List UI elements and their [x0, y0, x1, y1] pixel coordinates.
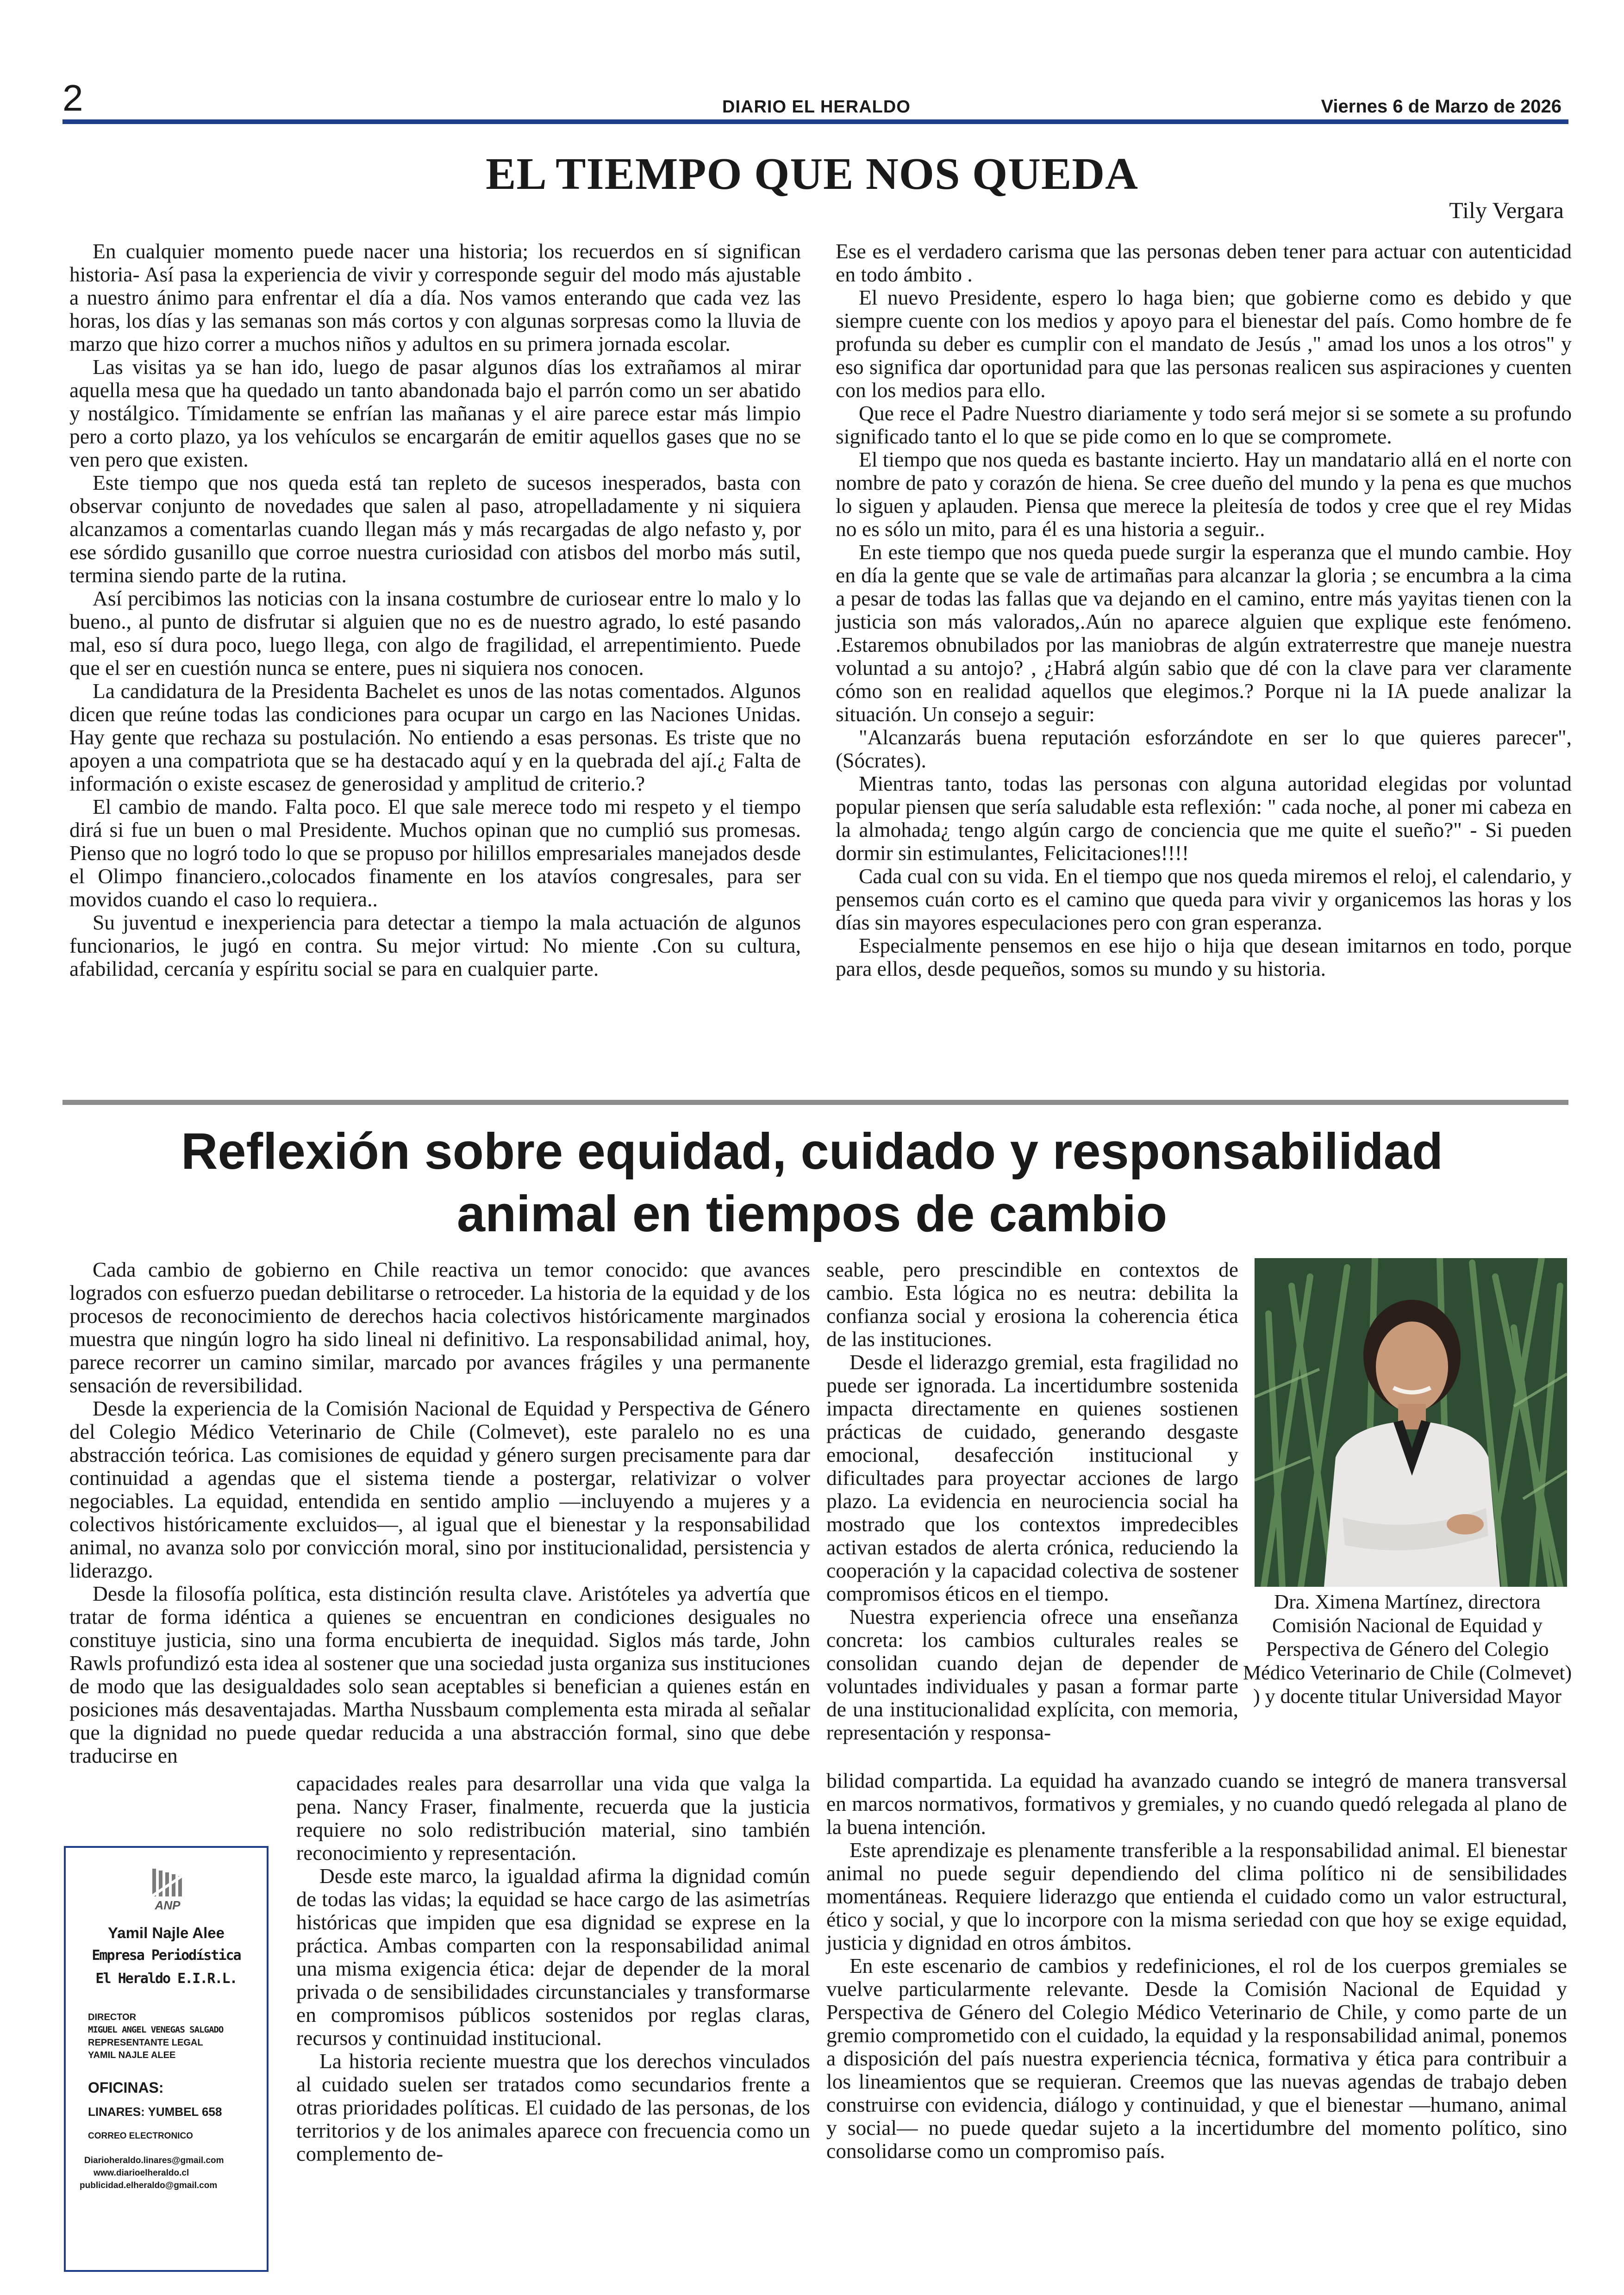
paragraph: El tiempo que nos queda es bastante incierto. Hay un mandatario allá en el norte con nombre de pato y corazón de hiena. Se cree dueño del mundo y la pena es que muchos lo siguen y aplauden. Piensa que merece la pleitesía de todos y cree que el rey Midas no es sólo un mito, para él es una historia a seguir.. — [836, 448, 1572, 541]
email-1[interactable]: Diarioheraldo.linares@gmail.com — [84, 2156, 224, 2165]
paragraph: La historia reciente muestra que los derechos vinculados al cuidado suelen ser tratados como secundarios frente a otras prioridades políticas. El cuidado de las personas, de los territorios y de los animales aparece con frecuencia como un complemento de- — [296, 2049, 810, 2165]
paragraph: Ese es el verdadero carisma que las personas deben tener para actuar con autenticidad en todo ámbito . — [836, 239, 1572, 286]
article2-title — [0, 1120, 1624, 1245]
offices-value: LINARES: YUMBEL 658 — [88, 2105, 222, 2119]
paragraph: bilidad compartida. La equidad ha avanzado cuando se integró de manera transversal en marcos normativos, formativos y gremiales, y no cuando quedó relegada al plano de la buena intención. — [826, 1769, 1567, 1839]
quote: "Alcanzarás buena reputación esforzándote en ser lo que quieres parecer", (Sócrates). — [836, 725, 1572, 772]
legal-rep-label: REPRESENTANTE LEGAL — [88, 2038, 203, 2048]
paragraph: Desde el liderazgo gremial, esta fragilidad no puede ser ignorada. La incertidumbre sostenida impacta directamente en quienes sostienen prácticas de cuidado, generando desgaste emocional, desafección institucional y dificultades para proyectar acciones de largo plazo. La evidencia en neurociencia social ha mostrado que los contextos impredecibles activan estados de alerta crónica, reduciendo la cooperación y la capacidad colectiva de sostener compromisos éticos en el tiempo. — [826, 1350, 1238, 1605]
paragraph: Desde la filosofía política, esta distinción resulta clave. Aristóteles ya advertía que tratar de forma idéntica a quienes se encuentran en condiciones desiguales no constituye justicia, sino una forma encubierta de inequidad. Siglos más tarde, John Rawls profundizó esta idea al sostener que una sociedad justa organiza sus instituciones de modo que las desigualdades solo sean aceptables si benefician a quienes están en posiciones más desaventajadas. Martha Nussbaum complementa esta mirada al señalar que la dignidad no puede quedar reducida a una abstracción formal, sino que debe traducirse en — [69, 1582, 810, 1767]
photo-caption: Dra. Ximena Martínez, directora Comisión Nacional de Equidad y Perspectiva de Género del Colegio Médico Veterinario de Chile (Colmevet) ) y docente titular Universidad Mayor — [1243, 1590, 1572, 1708]
paragraph: En este tiempo que nos queda puede surgir la esperanza que el mundo cambie. Hoy en día la gente que se vale de artimañas para alcanzar la gloria ; se encumbra a la cima a pesar de todas las fallas que va dejando en el camino, entre más yayitas tienen con la justicia son más valorados,.Aún no aparece alguien que explique este fenómeno. .Estaremos obnubilados por las maniobras de algún extraterrestre que maneje nuestra voluntad a su antojo? , ¿Habrá algún sabio que dé con la clave para ver claramente cómo son en realidad aquellos que elegimos.? Porque ni la IA puede analizar la situación. Un consejo a seguir: — [836, 540, 1572, 726]
article2-column-1-continued — [296, 1772, 810, 2165]
paragraph: En este escenario de cambios y redefiniciones, el rol de los cuerpos gremiales se vuelve particularmente relevante. Desde la Comisión Nacional de Equidad y Perspectiva de Género del Colegio Médico Veterinario de Chile, y como parte de un gremio comprometido con el cuidado, la equidad y la responsabilidad animal, ponemos a disposición del país nuestra experiencia técnica, formativa y ética para contribuir a los lineamientos que se requieran. Creemos que las nuevas agendas de trabajo deben construirse con evidencia, diálogo y continuidad, y que el bienestar —humano, animal y social— no puede quedar sujeto a la incertidumbre del momento político, sino consolidarse como un compromiso país. — [826, 1954, 1567, 2163]
paragraph: Así percibimos las noticias con la insana costumbre de curiosear entre lo malo y lo bueno., al punto de disfrutar si alguien que no es de nuestro agrado, lo esté pasando mal, eso sí dura poco, luego llega, con algo de fragilidad, el arrepentimiento. Puede que el ser en cuestión nunca se entere, pues ni siquiera nos conocen. — [69, 586, 801, 680]
paragraph: Cada cambio de gobierno en Chile reactiva un temor conocido: que avances logrados con esfuerzo puedan debilitarse o retroceder. La historia de la equidad y de los procesos de reconocimiento de derechos hacia colectivos históricamente marginados muestra que ningún logro ha sido lineal ni definitivo. La responsabilidad animal, hoy, parece recorrer un camino similar, marcado por avances frágiles y una permanente sensación de reversibilidad. — [69, 1258, 810, 1397]
author-photo — [1255, 1258, 1567, 1587]
paragraph: Su juventud e inexperiencia para detectar a tiempo la mala actuación de algunos funcionarios, le jugó en contra. Su mejor virtud: No miente .Con su cultura, afabilidad, cercanía y espíritu social se para en cualquier parte. — [69, 911, 801, 980]
article2-column-1 — [69, 1258, 810, 1767]
paragraph: Especialmente pensemos en ese hijo o hija que desean imitarnos en todo, porque para ellos, desde pequeños, somos su mundo y su historia. — [836, 934, 1572, 980]
anp-logo-text: ANP — [155, 1898, 181, 1912]
anp-logo — [142, 1864, 193, 1915]
email-label: CORREO ELECTRONICO — [88, 2131, 193, 2141]
newspaper-name: DIARIO EL HERALDO — [722, 97, 911, 117]
masthead-box — [64, 1846, 269, 2272]
director-label: DIRECTOR — [88, 2012, 137, 2022]
article1-author: Tily Vergara — [1449, 197, 1564, 223]
header-rule — [62, 119, 1568, 124]
section-divider — [62, 1100, 1568, 1105]
paragraph: Este tiempo que nos queda está tan repleto de sucesos inesperados, basta con observar conjunto de novedades que salen al paso, atropelladamente y ni siquiera alcanzamos a comentarlas cuando llegan más y más recargadas de algo nefasto y, por ese sórdido gusanillo que corroe nuestra curiosidad con atisbos del morbo más sutil, termina siendo parte de la rutina. — [69, 471, 801, 587]
paragraph: Cada cual con su vida. En el tiempo que nos queda miremos el reloj, el calendario, y pensemos cuán corto es el camino que queda para vivir y organicemos las horas y los días sin mayores especulaciones pero con gran esperanza. — [836, 864, 1572, 934]
paragraph: La candidatura de la Presidenta Bachelet es unos de las notas comentados. Algunos dicen que reúne todas las condiciones para ocupar un cargo en las Naciones Unidas. Hay gente que rechaza su postulación. No entiendo a esas personas. Es triste que no apoyen a una compatriota que se ha destacado aquí y en la quebrada del ají.¿ Falta de información o existe escasez de generosidad y amplitud de criterio.? — [69, 679, 801, 795]
offices-label: OFICINAS: — [88, 2079, 164, 2096]
paragraph: Mientras tanto, todas las personas con alguna autoridad elegidas por voluntad popular piensen que sería saludable esta reflexión: " cada noche, al poner mi cabeza en la almohada¿ tengo algún cargo de conciencia que me quite el sueño?" - Si pueden dormir sin estimulantes, Felicitaciones!!!! — [836, 772, 1572, 865]
website-link[interactable]: www.diarioelheraldo.cl — [94, 2168, 189, 2178]
issue-date: Viernes 6 de Marzo de 2026 — [1321, 96, 1562, 117]
article2-column-2 — [826, 1258, 1238, 1744]
paragraph: El nuevo Presidente, espero lo haga bien; que gobierne como es debido y que siempre cuente con los medios y apoyo para el bienestar del país. Como hombre de fe profunda su deber es cumplir con el mandato de Jesús ," amad los unos a los otros" y eso significa dar oportunidad para que las personas realicen sus aspiraciones y cuenten con los medios para ello. — [836, 286, 1572, 402]
paragraph: Desde la experiencia de la Comisión Nacional de Equidad y Perspectiva de Género del Colegio Médico Veterinario de Chile (Colmevet), este paralelo no es una abstracción teórica. Las comisiones de equidad y género surgen precisamente para dar continuidad a agendas que el sistema tiende a postergar, relativizar o volver negociables. La equidad, entendida en sentido amplio —incluyendo a mujeres y a colectivos históricamente excluidos—, al igual que el bienestar y la responsabilidad animal, no avanza solo por convicción moral, sino por institucionalidad, persistencia y liderazgo. — [69, 1397, 810, 1582]
paragraph: Desde este marco, la igualdad afirma la dignidad común de todas las vidas; la equidad se hace cargo de las asimetrías históricas que impiden que esa dignidad se exprese en la práctica. Ambas comparten con la responsabilidad animal una misma exigencia ética: dejar de depender de la moral privada o de sensibilidades circunstanciales y transformarse en compromisos públicos sostenidos por reglas claras, recursos y continuidad institucional. — [296, 1864, 810, 2050]
page-number: 2 — [62, 77, 83, 118]
masthead-owner: Yamil Najle Alee — [108, 1924, 225, 1941]
article1-column-1 — [69, 240, 801, 980]
article1-column-2 — [836, 240, 1572, 980]
paragraph: En cualquier momento puede nacer una historia; los recuerdos en sí significan historia- Así pasa la experiencia de vivir y corresponde seguir del modo más ajustable a nuestro ánimo para enfrentar el día a día. Nos vamos enterando que cada vez las horas, los días y las semanas son más cortos y con algunas sorpresas como la lluvia de marzo que hizo correr a muchos niños y adultos en su primera jornada escolar. — [69, 239, 801, 355]
paragraph: Las visitas ya se han ido, luego de pasar algunos días los extrañamos al mirar aquella mesa que ha quedado un tanto abandonada bajo el parrón como un ser abatido y nostálgico. Tímidamente se enfrían las mañanas y el aire parece estar más limpio pero a corto plazo, ya los vehículos se encargarán de emitir aquellos gases que no se ven pero que existen. — [69, 355, 801, 471]
paragraph: seable, pero prescindible en contextos de cambio. Esta lógica no es neutra: debilita la confianza social y erosiona la coherencia ética de las instituciones. — [826, 1258, 1238, 1351]
legal-rep-name: YAMIL NAJLE ALEE — [88, 2050, 176, 2060]
email-2[interactable]: publicidad.elheraldo@gmail.com — [80, 2181, 218, 2190]
paragraph: Que rece el Padre Nuestro diariamente y todo será mejor si se somete a su profundo significado tanto el lo que se pide como en lo que se compromete. — [836, 401, 1572, 448]
masthead-company-line-1: Empresa Periodística — [92, 1947, 241, 1964]
paragraph: capacidades reales para desarrollar una vida que valga la pena. Nancy Fraser, finalmente, recuerda que la justicia requiere no solo redistribución material, sino también reconocimiento y representación. — [296, 1771, 810, 1865]
article2-title-line-2: animal en tiempos de cambio — [456, 1185, 1168, 1242]
director-name: MIGUEL ANGEL VENEGAS SALGADO — [88, 2025, 224, 2035]
masthead-company-line-2: El Heraldo E.I.R.L. — [95, 1971, 237, 1987]
portrait-illustration — [1255, 1258, 1567, 1587]
article2-column-2-continued — [826, 1769, 1567, 2163]
article1-title: EL TIEMPO QUE NOS QUEDA — [486, 149, 1138, 199]
paragraph: El cambio de mando. Falta poco. El que sale merece todo mi respeto y el tiempo dirá si fue un buen o mal Presidente. Muchos opinan que no cumplió sus promesas. Pienso que no logró todo lo que se propuso por hilillos empresariales manejados desde el Olimpo financiero.,colocados finamente en los atavíos congresales, para ser movidos cuando el caso lo requiera.. — [69, 795, 801, 911]
paragraph: Nuestra experiencia ofrece una enseñanza concreta: los cambios culturales reales se consolidan cuando dejan de depender de voluntades individuales y pasan a formar parte de una institucionalidad explícita, con memoria, representación y responsa- — [826, 1605, 1238, 1744]
article2-title-line-1: Reflexión sobre equidad, cuidado y responsabilidad — [181, 1123, 1443, 1180]
paragraph: Este aprendizaje es plenamente transferible a la responsabilidad animal. El bienestar animal no puede seguir dependiendo del clima político ni de sensibilidades momentáneas. Requiere liderazgo que entienda el cuidado como un valor estructural, ético y social, y que lo incorpore con la misma seriedad con que hoy se exige equidad, justicia y dignidad en otros ámbitos. — [826, 1838, 1567, 1954]
